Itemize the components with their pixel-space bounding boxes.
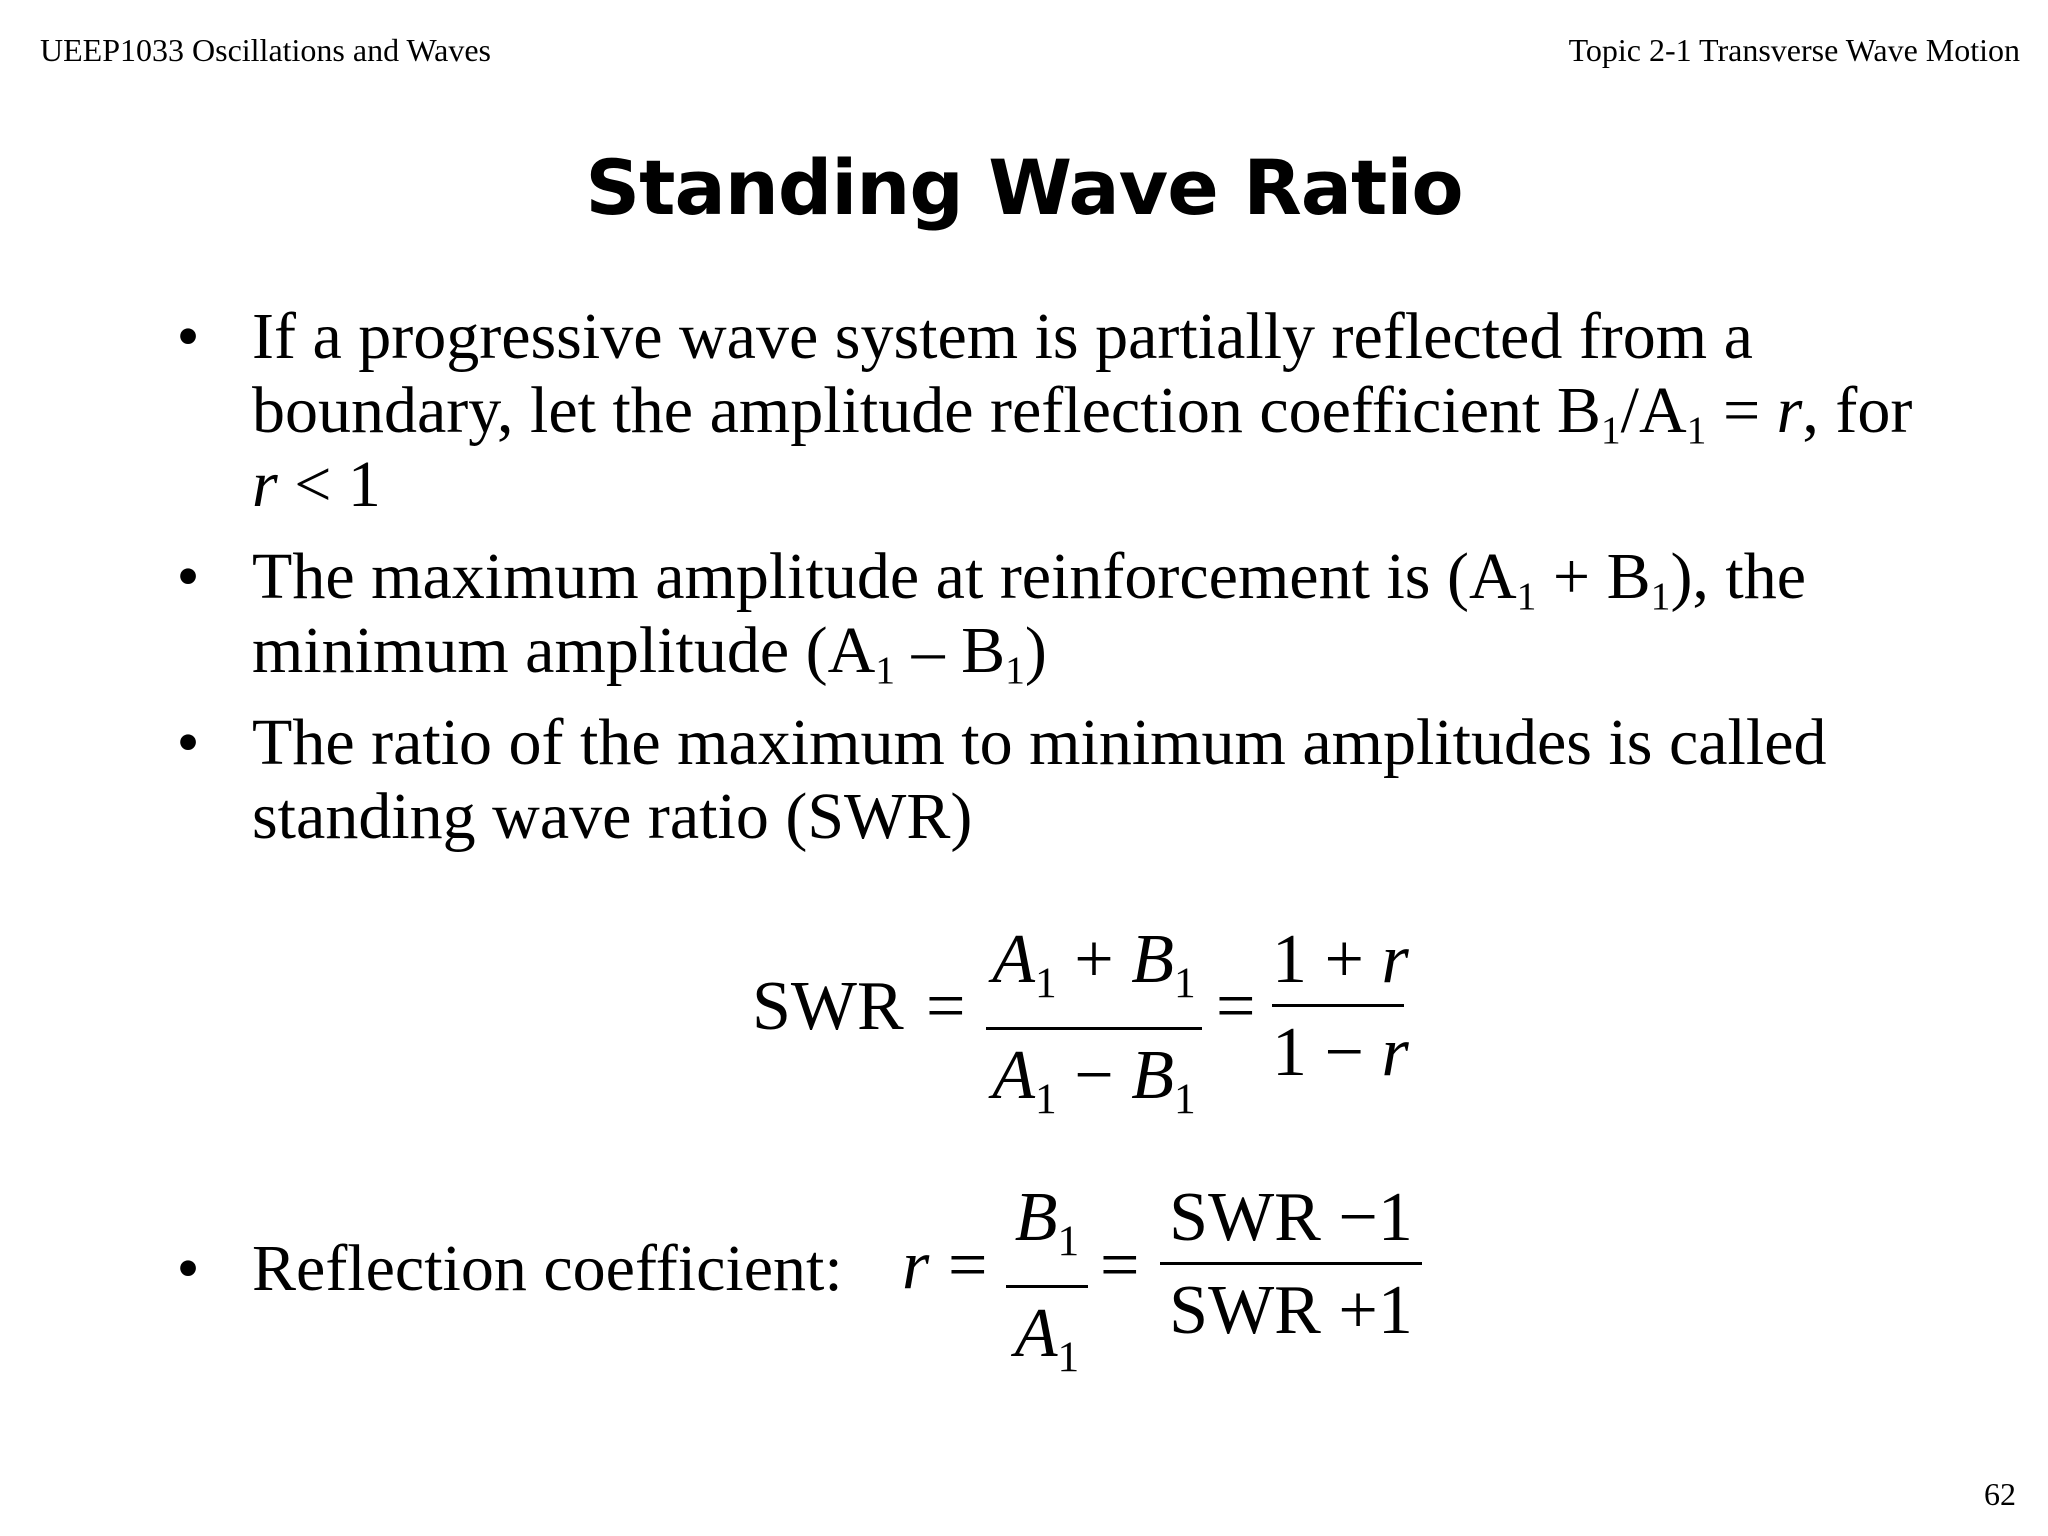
page-number: 62 [1984, 1476, 2016, 1512]
fraction-denominator: SWR +1 [1169, 1272, 1413, 1349]
fraction-numerator: SWR −1 [1160, 1178, 1422, 1265]
bullet-text: Reflection coefficient: [252, 1232, 843, 1305]
fraction-numerator: $A_1 + B_1$ [986, 920, 1202, 1030]
fraction-numerator: $B_1$ [1006, 1178, 1088, 1288]
equals-sign: = [926, 968, 966, 1045]
equals-sign: = [1100, 1227, 1140, 1304]
b-over-a-fraction [1006, 1178, 1088, 1397]
bullet-marker: • [176, 540, 200, 613]
amplitude-fraction [986, 920, 1202, 1139]
fraction-denominator: 1 − r [1272, 1014, 1409, 1091]
swr-fraction [1160, 1178, 1422, 1351]
bullet-swr-definition [168, 706, 1928, 854]
bullet-max-min-amplitude [168, 540, 1928, 693]
bullet-reflection-definition [168, 300, 1928, 522]
r-lhs: r [902, 1227, 930, 1304]
bullet-marker: • [176, 1232, 200, 1305]
bullet-text: If a progressive wave system is partially reflected from a boundary, let the amplitude reflection coefficient $B_1/A_1 = r$, for r < 1 [252, 300, 1913, 521]
topic-header: Topic 2-1 Transverse Wave Motion [1568, 32, 2020, 68]
fraction-numerator: 1 + r [1272, 920, 1404, 1007]
fraction-denominator: $A_1$ [1014, 1295, 1080, 1382]
equals-sign: = [948, 1227, 988, 1304]
bullet-text: The maximum amplitude at reinforcement is $(A_1 + B_1)$, the minimum amplitude $(A_1 - B_1)$ [252, 540, 1807, 693]
reflection-fraction [1272, 920, 1409, 1093]
swr-lhs: SWR [752, 968, 904, 1045]
bullet-marker: • [176, 300, 200, 373]
bullet-text: The ratio of the maximum to minimum amplitudes is called standing wave ratio (SWR) [252, 706, 1827, 853]
course-header: UEEP1033 Oscillations and Waves [40, 32, 491, 68]
equals-sign: = [1216, 968, 1256, 1045]
slide-title: Standing Wave Ratio [585, 143, 1463, 232]
bullet-marker: • [176, 706, 200, 779]
fraction-denominator: $A_1 - B_1$ [992, 1037, 1196, 1124]
